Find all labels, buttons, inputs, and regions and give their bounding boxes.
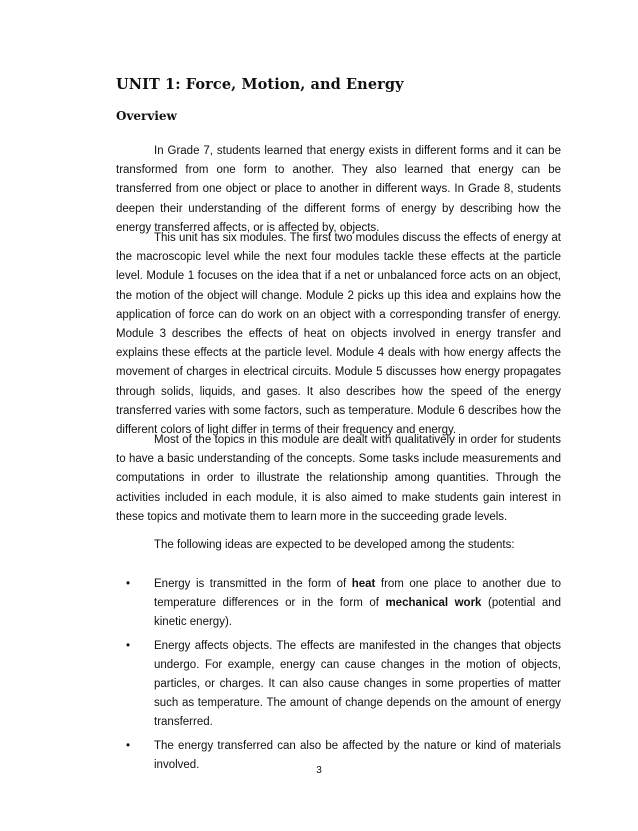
bullet-text: (potential and kinetic energy). bbox=[154, 597, 562, 629]
bullet-text: The energy transferred can also be affected by the nature or kind of materials involved. bbox=[154, 739, 561, 771]
bullet-text: Energy affects objects. The effects are manifested in the changes that objects undergo. For example, energy can cause changes in the motion of objects, particles, or charges. It can also cause changes in some properties of matter such as temperature. The amount of change depends on the amount of energy transferred. bbox=[154, 639, 561, 729]
bullet-icon: • bbox=[126, 739, 131, 752]
paragraph-4: The following ideas are expected to be developed among the students: bbox=[154, 539, 515, 551]
bullet-icon: • bbox=[126, 578, 131, 590]
bullet-item-effects bbox=[116, 637, 561, 733]
paragraph-1: In Grade 7, students learned that energy exists in different forms and it can be transformed from one form to another. They also learned that energy can be transferred from one object or place to another in different ways. In Grade 8, students deepen their understanding of the different forms of energy by describing how the energy transferred affects, or is affected by, objects. bbox=[116, 145, 561, 234]
bullet-icon: • bbox=[126, 639, 131, 652]
page-number: 3 bbox=[316, 765, 322, 776]
unit-title: UNIT 1: Force, Motion, and Energy bbox=[116, 76, 404, 93]
bullet-item-heat bbox=[116, 575, 561, 633]
paragraph-2: This unit has six modules. The first two modules discuss the effects of energy at the macroscopic level while the next four modules tackle these effects at the particle level. Module 1 focuses on the idea that if a net or unbalanced force acts on an object, the motion of the object will change. Module 2 picks up this idea and explains how the application of force can do work on an object with a corresponding transfer of energy. Module 3 describes the effects of heat on objects involved in energy transfer and explains these effects at the particle level. Module 4 deals with how energy affects the movement of charges in electrical circuits. Module 5 discusses how energy propagates through solids, liquids, and gases. It also describes how the speed of the energy transferred varies with some factors, such as temperature. Module 6 describes how the different colors of light differ in terms of their frequency and energy. bbox=[116, 232, 561, 437]
bold-term-heat: heat bbox=[351, 578, 376, 590]
overview-heading: Overview bbox=[116, 109, 177, 123]
bold-term-mechanical-work: mechanical work bbox=[385, 597, 482, 610]
bullet-text: from one place to another due to temperature differences or in the form of bbox=[154, 578, 561, 610]
bullet-text: Energy is transmitted in the form of bbox=[154, 578, 352, 590]
ideas-bullet-list bbox=[116, 571, 561, 775]
paragraph-3: Most of the topics in this module are dealt with qualitatively in order for students to have a basic understanding of the concepts. Some tasks include measurements and computations in order to illustrate the relationship among quantities. Through the activities included in each module, it is also aimed to make students gain interest in these topics and motivate them to learn more in the succeeding grade levels. bbox=[116, 434, 561, 523]
